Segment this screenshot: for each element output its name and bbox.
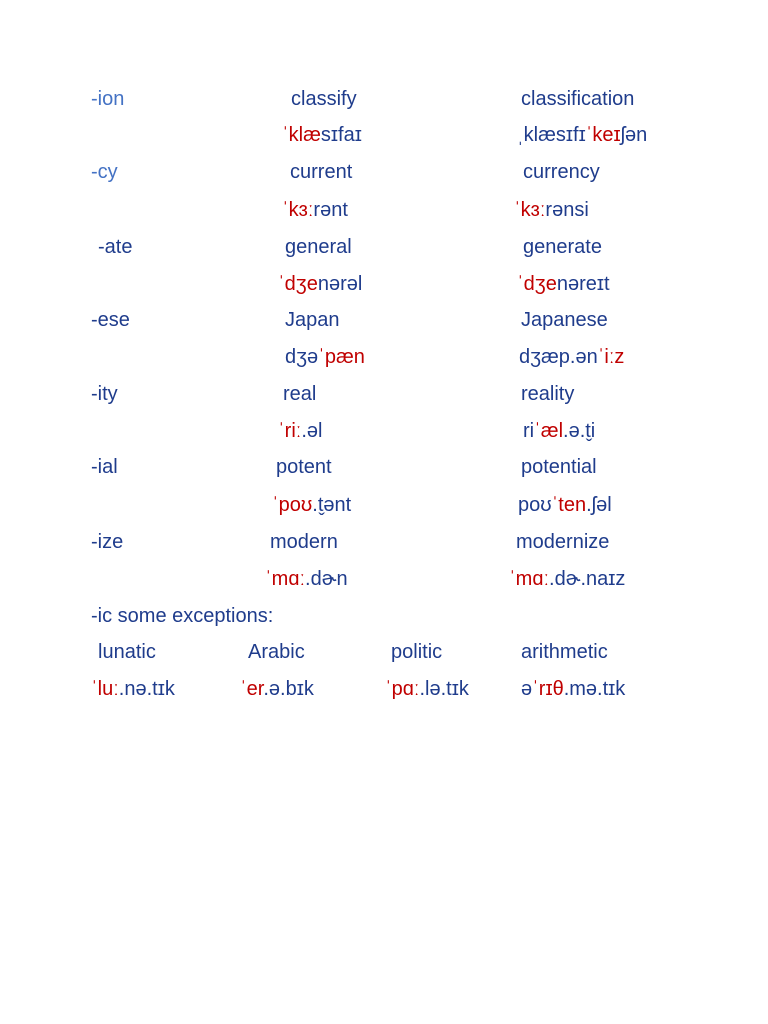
base-word-classify: classify: [291, 88, 357, 110]
derived-word-generate: generate: [523, 236, 602, 258]
suffix-ity: -ity: [91, 383, 118, 405]
derived-word-currency: currency: [523, 161, 600, 183]
suffix-ate: -ate: [98, 236, 133, 258]
derived-word-potential: potential: [521, 456, 597, 478]
ic-ipa-arithmetic: əˈrɪθ.mə.tɪk: [521, 678, 626, 700]
ic-word-arithmetic: arithmetic: [521, 641, 608, 663]
suffix-cy: -cy: [91, 161, 118, 183]
derived-ipa-generate: ˈdʒenəreɪt: [517, 273, 610, 295]
ic-word-lunatic: lunatic: [98, 641, 156, 663]
ic-exceptions-heading: -ic some exceptions:: [91, 605, 274, 627]
base-ipa-japan: dʒəˈpæn: [285, 346, 365, 368]
derived-ipa-potential: poʊˈten.ʃəl: [518, 494, 612, 516]
derived-ipa-modernize: ˈmɑː.dɚ.naɪz: [509, 568, 626, 590]
base-ipa-modern: ˈmɑː.dɚn: [265, 568, 348, 590]
base-ipa-potent: ˈpoʊ.t̬ənt: [272, 494, 352, 516]
ic-ipa-lunatic: ˈluː.nə.tɪk: [91, 678, 175, 700]
derived-word-japanese: Japanese: [521, 309, 608, 331]
ic-word-politic: politic: [391, 641, 443, 663]
derived-word-modernize: modernize: [516, 531, 610, 553]
suffix-ize: -ize: [91, 531, 124, 553]
derived-ipa-reality: riˈæl.ə.t̬i: [523, 420, 596, 442]
base-word-modern: modern: [270, 531, 338, 553]
ic-word-arabic: Arabic: [248, 641, 305, 663]
derived-ipa-classification: ˌklæsɪfɪˈkeɪʃən: [517, 124, 648, 146]
base-ipa-general: ˈdʒenərəl: [278, 273, 363, 295]
ic-ipa-arabic: ˈer.ə.bɪk: [240, 678, 314, 700]
suffix-ion: -ion: [91, 88, 125, 110]
base-ipa-real: ˈriː.əl: [278, 420, 323, 442]
suffix-ial: -ial: [91, 456, 118, 478]
base-word-general: general: [285, 236, 352, 258]
ic-ipa-politic: ˈpɑː.lə.tɪk: [385, 678, 469, 700]
base-word-current: current: [290, 161, 353, 183]
base-word-japan: Japan: [285, 309, 340, 331]
derived-ipa-currency: ˈkɜːrənsi: [514, 199, 589, 221]
derived-word-classification: classification: [521, 88, 635, 110]
derived-word-reality: reality: [521, 383, 575, 405]
base-ipa-classify: ˈklæsɪfaɪ: [282, 124, 362, 146]
suffix-ese: -ese: [91, 309, 130, 331]
base-ipa-current: ˈkɜːrənt: [282, 199, 348, 221]
base-word-real: real: [283, 383, 317, 405]
derived-ipa-japanese: dʒæp.ənˈiːz: [519, 346, 625, 368]
base-word-potent: potent: [276, 456, 332, 478]
